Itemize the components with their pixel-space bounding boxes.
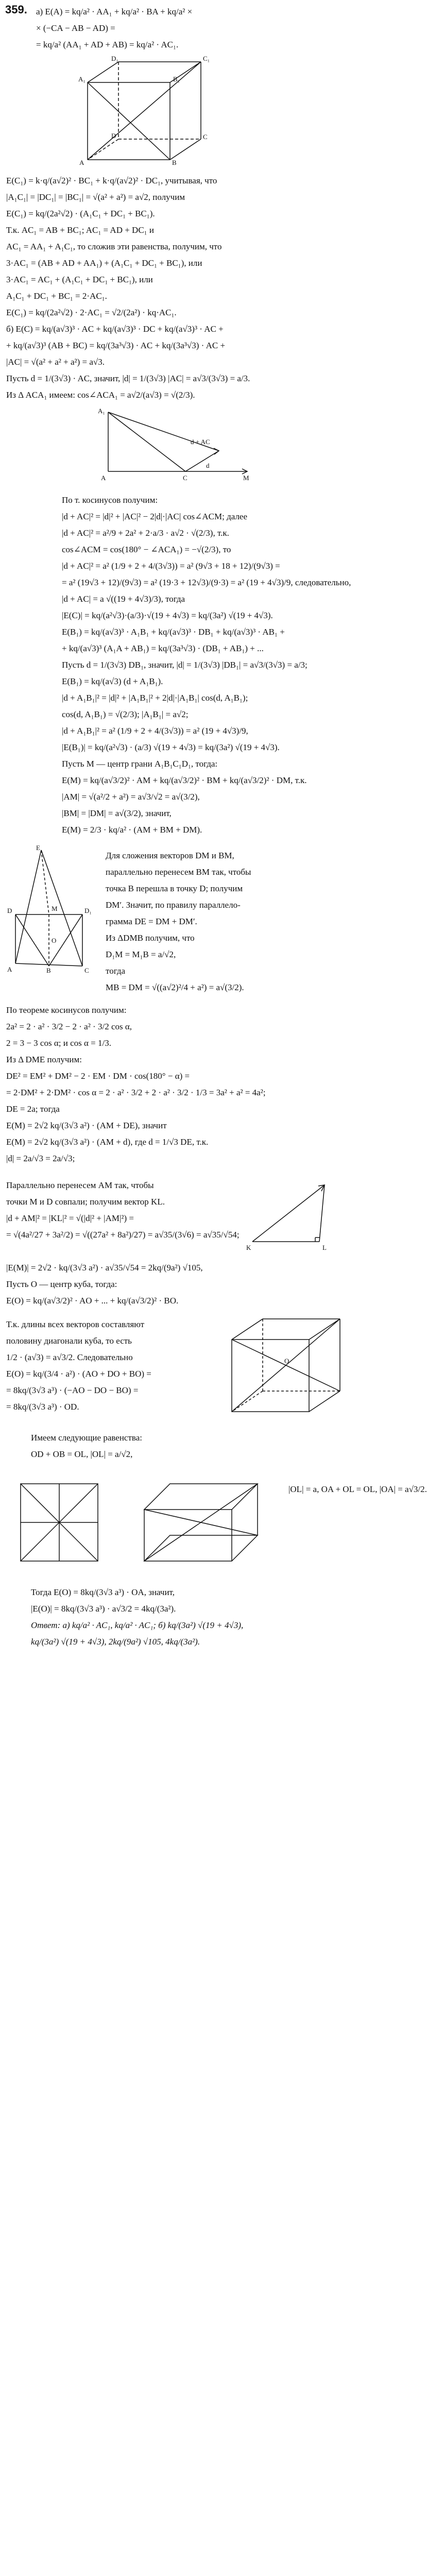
text-line: Из Δ ACA₁ имеем: cos∠ACA₁ = a√2/(a√3) = √(2/3). xyxy=(6,390,195,400)
cube-label-a1: A₁ xyxy=(78,75,86,83)
text-line: |d| = 2a/√3 = 2a/√3; xyxy=(6,1154,75,1163)
pyr-label-m: M xyxy=(52,905,58,912)
text-line: OD + OB = OL, |OL| = a/√2, xyxy=(31,1449,133,1459)
tri-label-c: C xyxy=(183,474,187,482)
text-line: E(M) = 2√2 kq/(3√3 a²) · (AM + DE), значит xyxy=(6,1121,167,1130)
text-line: Т.к. AC₁ = AB + BC₁; AC₁ = AD + DC₁ и xyxy=(6,225,154,235)
cube-label-c: C xyxy=(203,133,208,141)
text-line: |BM| = |DM| = a√(3/2), значит, xyxy=(62,808,172,818)
pyr-label-e: E xyxy=(36,844,40,852)
tri-label-a1: A₁ xyxy=(98,407,105,415)
text-line: |d + AM|² = |KL|² = √(|d|² + |AM|²) = xyxy=(6,1213,134,1223)
text-line: Тогда E(O) = 8kq/(3√3 a³) · OA, значит, xyxy=(31,1587,175,1597)
text-line: По т. косинусов получим: xyxy=(62,495,158,505)
cube-label-c1: C₁ xyxy=(203,55,210,62)
vector-kl-figure xyxy=(242,1175,345,1257)
square-left-drawing xyxy=(10,1473,108,1571)
text-line: 3·AC₁ = AC₁ + (A₁C₁ + DC₁ + BC₁), или xyxy=(6,275,153,284)
text-line: E(O) = kq/(3/4 · a²) · (AO + DO + BO) = xyxy=(6,1369,151,1379)
text-line: |d + AC| = a √((19 + 4√3)/3), тогда xyxy=(62,594,185,604)
text-line: E(M) = 2√2 kq/(3√3 a²) · (AM + d), где d = 1/√3 DE, т.к. xyxy=(6,1137,209,1147)
cube-label-d1: D₁ xyxy=(111,55,118,62)
kl-label-k: K xyxy=(246,1244,251,1251)
text-line: точки M и D совпали; получим вектор KL. xyxy=(6,1197,165,1207)
tri-label-d: d xyxy=(206,462,210,469)
text-line: |E(O)| = 8kq/(3√3 a³) · a√3/2 = 4kq/(3a²). xyxy=(31,1604,176,1614)
text-line: Из Δ DME получим: xyxy=(6,1055,82,1064)
text-line: Пусть M — центр грани A₁B₁C₁D₁, тогда: xyxy=(62,759,218,769)
text-line: 2 = 3 − 3 cos α; и cos α = 1/3. xyxy=(6,1038,111,1048)
text-line: cos∠ACM = cos(180° − ∠ACA₁) = −√(2/3), то xyxy=(62,545,231,554)
square-diagram-right xyxy=(134,1479,268,1571)
text-line: Для сложения векторов DM и BM, xyxy=(106,851,234,860)
pyramid-drawing xyxy=(5,845,98,974)
text-line: A₁C₁ + DC₁ + BC₁ = 2·AC₁. xyxy=(6,291,107,301)
text-line: E(M) = 2/3 · kq/a² · (AM + BM + DM). xyxy=(62,825,202,835)
text-line: Т.к. длины всех векторов составляют xyxy=(6,1319,145,1329)
problem-number: 359. xyxy=(5,3,27,16)
text-line: + kq/(a√3)³ (A₁A + AB₁) = kq/(3a³√3) · (DB₁ + AB₁) + ... xyxy=(62,643,264,653)
answer-line-1: Ответ: а) kq/a² · AC₁, kq/a² · AC₁; б) kq/(3a²) √(19 + 4√3), xyxy=(31,1620,244,1630)
pyr-label-d1: D₁ xyxy=(84,907,92,914)
pyr-label-d: D xyxy=(7,907,12,914)
text-line: E(C₁) = k·q/(a√2)² · BC₁ + k·q/(a√2)² · DC₁, учитывая, что xyxy=(6,176,217,185)
pyr-label-a: A xyxy=(7,965,12,973)
cube-center-label-o: O xyxy=(284,1357,289,1365)
cube-figure xyxy=(77,57,211,165)
text-line: половину диагонали куба, то есть xyxy=(6,1336,132,1346)
text-line: |AM| = √(a²/2 + a²) = a√3/√2 = a√(3/2), xyxy=(62,792,200,802)
text-line: |E(C)| = kq/(a²√3)·(a/3)·√(19 + 4√3) = kq/(3a²) √(19 + 4√3). xyxy=(62,611,273,620)
square-diagram-left xyxy=(10,1473,108,1571)
text-line: тогда xyxy=(106,966,126,976)
triangle-figure xyxy=(98,407,252,484)
text-line: б) E(C) = kq/(a√3)³ · AC + kq/(a√3)³ · DC + kq/(a√3)³ · AC + xyxy=(6,324,224,334)
text-line: = 8kq/(3√3 a³) · (−AO − DO − BO) = xyxy=(6,1385,139,1395)
cube-label-a: A xyxy=(79,159,84,166)
text-line: |d + A₁B₁|² = a² (1/9 + 2 + 4/(3√3)) = a² (19 + 4√3)/9, xyxy=(62,726,248,736)
text-line: 3·AC₁ = (AB + AD + AA₁) + (A₁C₁ + DC₁ + BC₁), или xyxy=(6,258,202,268)
text-line: Пусть O — центр куба, тогда: xyxy=(6,1279,117,1289)
pyramid-figure xyxy=(5,845,98,974)
part-a-line-3: = kq/a² (AA₁ + AD + AB) = kq/a² · AC₁. xyxy=(36,40,179,49)
text-line: = 8kq/(3√3 a³) · OD. xyxy=(6,1402,79,1412)
text-line: 2a² = 2 · a² · 3/2 − 2 · a² · 3/2 cos α, xyxy=(6,1022,132,1031)
text-line: |OL| = a, OA + OL = OL, |OA| = a√3/2. xyxy=(288,1484,427,1494)
cube-drawing xyxy=(77,57,211,165)
text-line: |E(M)| = 2√2 · kq/(3√3 a²) · a√35/√54 = 2kq/(9a²) √105, xyxy=(6,1263,203,1273)
text-line: |AC| = √(a² + a² + a²) = a√3. xyxy=(6,357,105,367)
text-line: AC₁ = AA₁ + A₁C₁, то сложив эти равенства, получим, что xyxy=(6,242,222,251)
text-line: E(M) = kq/(a√3/2)² · AM + kq/(a√3/2)² · BM + kq/(a√3/2)² · DM, т.к. xyxy=(62,775,307,785)
text-line: |E(B₁)| = kq/(a²√3) · (a/3) √(19 + 4√3) = kq/(3a²) √(19 + 4√3). xyxy=(62,742,280,752)
cube-label-b: B xyxy=(172,159,177,166)
text-line: = √(4a²/27 + 3a²/2) = √((27a² + 8a²)/27) = a√35/(3√6) = a√35/√54; xyxy=(6,1230,240,1240)
cube-label-d: D xyxy=(111,132,116,140)
cube-center-figure xyxy=(221,1314,345,1417)
text-line: DE = 2a; тогда xyxy=(6,1104,60,1114)
text-line: 1/2 · (a√3) = a√3/2. Следовательно xyxy=(6,1352,133,1362)
text-line: |d + AC|² = a²/9 + 2a² + 2·a/3 · a√2 · √(2/3), т.к. xyxy=(62,528,229,538)
square-right-drawing xyxy=(134,1479,268,1571)
text-line: MB = DM = √((a√2)²/4 + a²) = a√(3/2). xyxy=(106,982,244,992)
text-line: параллельно перенесем BM так, чтобы xyxy=(106,867,251,877)
text-line: E(C₁) = kq/(2a²√2) · 2·AC₁ = √2/(2a²) · kq·AC₁. xyxy=(6,308,177,317)
text-line: |d + A₁B₁|² = |d|² + |A₁B₁|² + 2|d|·|A₁B₁| cos(d, A₁B₁); xyxy=(62,693,248,703)
triangle-drawing xyxy=(98,407,252,484)
pyr-label-b: B xyxy=(46,967,51,974)
text-line: E(O) = kq/(a√3/2)² · AO + ... + kq/(a√3/2)² · BO. xyxy=(6,1296,179,1306)
text-line: Параллельно перенесем AM так, чтобы xyxy=(6,1180,154,1190)
text-line: E(C₁) = kq/(2a²√2) · (A₁C₁ + DC₁ + BC₁). xyxy=(6,209,155,218)
text-line: E(B₁) = kq/(a√3) (d + A₁B₁). xyxy=(62,676,163,686)
text-line: По теореме косинусов получим: xyxy=(6,1005,127,1015)
answer-line-2: kq/(3a²) √(19 + 4√3), 2kq/(9a²) √105, 4kq/(3a²). xyxy=(31,1637,200,1647)
pyr-label-o: O xyxy=(52,937,57,944)
text-line: + kq/(a√3)³ (AB + BC) = kq/(3a³√3) · AC + kq/(3a³√3) · AC + xyxy=(6,341,226,350)
text-line: D₁M = M₁B = a/√2, xyxy=(106,950,176,959)
part-a-line-2: × (−CA − AB − AD) = xyxy=(36,23,115,33)
text-line: DE² = EM² + DM² − 2 · EM · DM · cos(180° − α) = xyxy=(6,1071,190,1081)
text-line: Пусть d = 1/(3√3) DB₁, значит, |d| = 1/(3√3) |DB₁| = a√3/(3√3) = a/3; xyxy=(62,660,308,670)
tri-label-sum: d + AC xyxy=(191,438,210,446)
text-line: |d + AC|² = |d|² + |AC|² − 2|d|·|AC| cos∠ACM; далее xyxy=(62,512,248,521)
cube-center-drawing xyxy=(221,1314,345,1417)
tri-label-m: M xyxy=(243,474,249,482)
text-line: = 2·DM² + 2·DM² · cos α = 2 · a² · 3/2 + 2 · a² · 3/2 · 1/3 = 3a² + a² = 4a²; xyxy=(6,1088,266,1097)
text-line: = a² (19√3 + 12)/(9√3) = a² (19·3 + 12√3)/(9·3) = a² (19 + 4√3)/9, следовательно, xyxy=(62,578,351,587)
text-line: Пусть d = 1/(3√3) · AC, значит, |d| = 1/(3√3) |AC| = a√3/(3√3) = a/3. xyxy=(6,374,250,383)
kl-label-l: L xyxy=(322,1244,327,1251)
text-line: |A₁C₁| = |DC₁| = |BC₁| = √(a² + a²) = a√2, получим xyxy=(6,192,185,202)
cube-label-b1: B₁ xyxy=(173,75,180,83)
text-line: грамма DE = DM + DM′. xyxy=(106,917,197,926)
text-line: точка B перешла в точку D; получим xyxy=(106,884,243,893)
text-line: Из ΔDMB получим, что xyxy=(106,933,195,943)
text-line: |d + AC|² = a² (1/9 + 2 + 4/(3√3)) = a² (9√3 + 18 + 12)/(9√3) = xyxy=(62,561,280,571)
text-line: Имеем следующие равенства: xyxy=(31,1433,142,1443)
vector-kl-drawing xyxy=(242,1175,345,1257)
tri-label-a: A xyxy=(101,474,106,482)
text-line: cos(d, A₁B₁) = √(2/3); |A₁B₁| = a√2; xyxy=(62,709,189,719)
text-line: E(B₁) = kq/(a√3)³ · A₁B₁ + kq/(a√3)³ · DB₁ + kq/(a√3)³ · AB₁ + xyxy=(62,627,285,637)
part-a-line-1: а) E(A) = kq/a² · AA₁ + kq/a² · BA + kq/a² × xyxy=(36,7,193,16)
pyr-label-c: C xyxy=(84,967,89,974)
text-line: DM′. Значит, по правилу параллело- xyxy=(106,900,241,910)
